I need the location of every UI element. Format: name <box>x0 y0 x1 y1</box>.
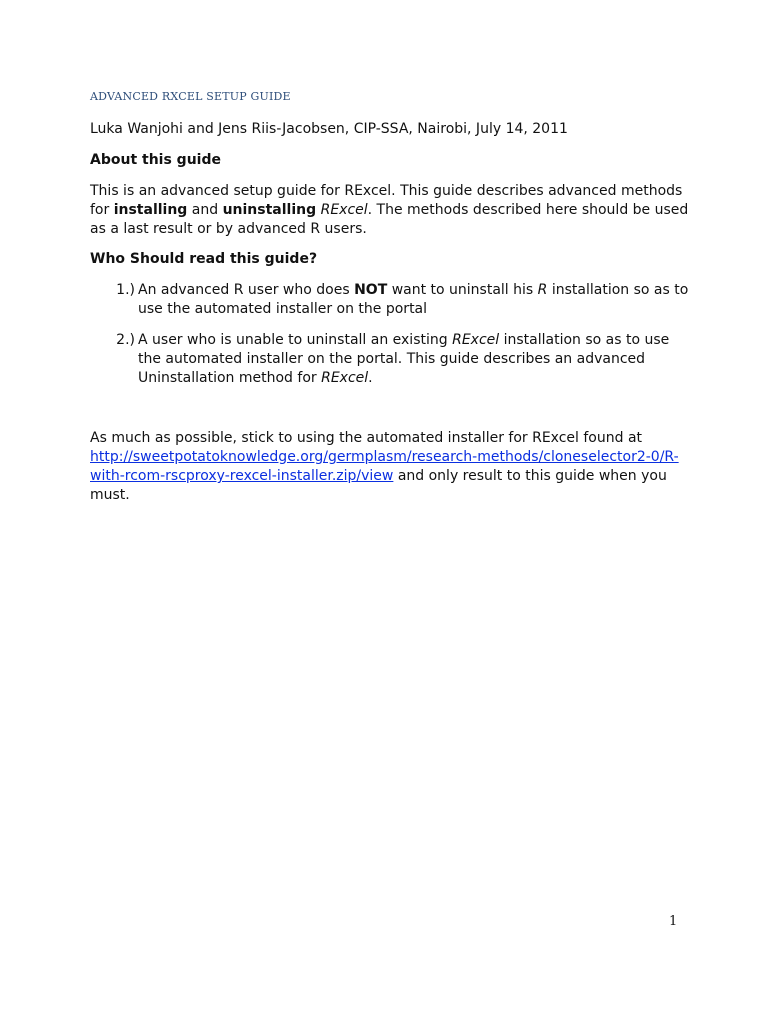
list-text <box>135 331 690 388</box>
audience-list <box>90 281 690 400</box>
list-item <box>90 281 690 319</box>
closing-text-2: and only result to this guide when you must. <box>90 468 667 503</box>
list-text-part: installation so as to use the automated installer on the portal <box>138 282 689 317</box>
list-number: 1.) <box>116 282 135 298</box>
installer-link-part[interactable]: with-rcom-rscproxy-rexcel-installer.zip/view <box>90 468 394 484</box>
installer-link-part[interactable]: http://sweetpotatoknowledge.org/germplasm/research-methods/cloneselector2-0/R- <box>90 449 679 465</box>
list-text-part: want to uninstall his <box>387 282 538 298</box>
about-paragraph <box>90 182 690 239</box>
list-text-part: A user who is unable to uninstall an existing <box>138 332 453 348</box>
about-text-2: and <box>187 202 223 218</box>
installing-bold: installing <box>113 202 188 218</box>
list-text-part: An advanced R user who does <box>138 282 355 298</box>
about-heading: About this guide <box>90 152 221 168</box>
list-text-part: . <box>368 370 373 386</box>
about-text-4: . The methods described here should be used as a last result or by advanced R users. <box>90 202 689 237</box>
list-number: 2.) <box>116 332 135 348</box>
rexcel-italic: RExcel <box>320 202 368 218</box>
rexcel-italic: RExcel <box>321 370 369 386</box>
uninstalling-bold: uninstalling <box>222 202 317 218</box>
closing-paragraph <box>90 429 690 505</box>
rexcel-italic: RExcel <box>452 332 500 348</box>
r-italic: R <box>537 282 548 298</box>
about-text-1: This is an advanced setup guide for RExcel. This guide describes advanced methods for <box>90 183 683 218</box>
who-heading: Who Should read this guide? <box>90 251 318 267</box>
closing-text-1: As much as possible, stick to using the automated installer for RExcel found at <box>90 430 643 446</box>
list-item <box>90 331 690 388</box>
page-number: 1 <box>669 914 678 929</box>
not-bold: NOT <box>354 282 388 298</box>
document-title: ADVANCED RXCEL SETUP GUIDE <box>90 90 291 103</box>
list-text-part: installation so as to use the automated installer on the portal. This guide describes an advanced Uninstallation method for <box>138 332 670 386</box>
list-text <box>135 281 690 319</box>
authors-line: Luka Wanjohi and Jens Riis-Jacobsen, CIP-SSA, Nairobi, July 14, 2011 <box>90 121 568 137</box>
